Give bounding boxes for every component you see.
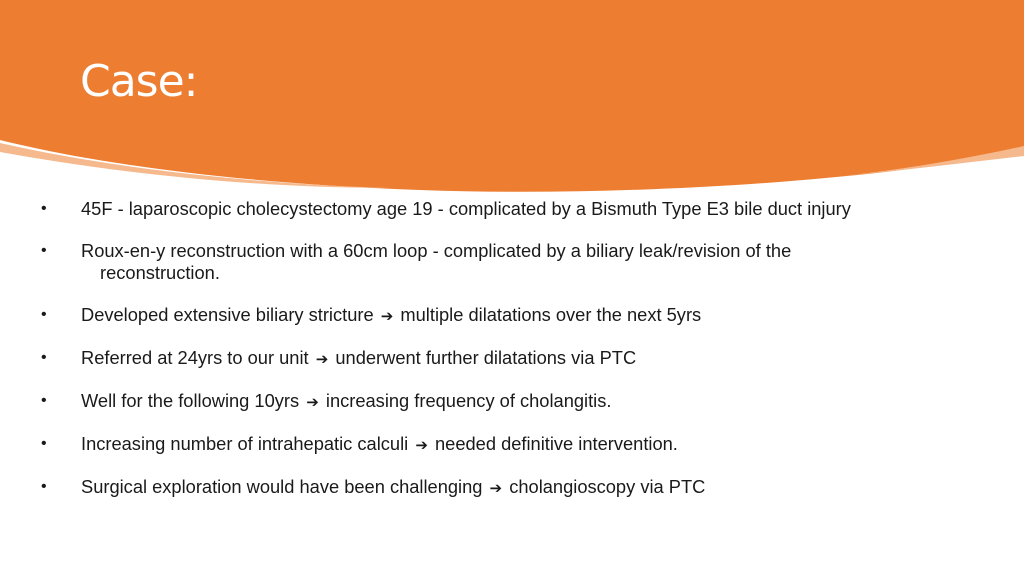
bullet-text (81, 476, 984, 499)
bullet-text (81, 433, 984, 456)
arrow-right-icon: ➔ (415, 436, 428, 454)
bullet-text (81, 390, 984, 413)
bullet-dot: • (41, 306, 47, 323)
bullet-dot: • (41, 392, 47, 409)
bullet-dot: • (41, 242, 47, 259)
bullet-dot: • (41, 478, 47, 495)
arrow-right-icon: ➔ (380, 307, 394, 325)
bullet-text (81, 304, 984, 327)
bullet-item (0, 476, 1024, 499)
bullet-item (0, 390, 1024, 413)
bullet-item (0, 240, 1024, 284)
bullet-text-before: Well for the following 10yrs (81, 390, 300, 411)
bullet-list (0, 198, 1024, 519)
arrow-right-icon: ➔ (306, 393, 319, 411)
slide-title: Case: (80, 56, 198, 107)
bullet-dot: • (41, 435, 47, 452)
bullet-item (0, 304, 1024, 327)
bullet-text-after: underwent further dilatations via PTC (335, 347, 637, 368)
bullet-dot: • (41, 200, 47, 217)
bullet-item (0, 433, 1024, 456)
bullet-text-after: multiple dilatations over the next 5yrs (400, 304, 702, 325)
bullet-text-before: Increasing number of intrahepatic calculi (81, 433, 409, 454)
bullet-text-before: Developed extensive biliary stricture (81, 304, 374, 325)
bullet-text (81, 347, 984, 370)
bullet-text: Roux-en-y reconstruction with a 60cm loop - complicated by a biliary leak/revision of the (81, 240, 792, 261)
bullet-text-after: needed definitive intervention. (434, 433, 678, 454)
bullet-item (0, 198, 1024, 220)
bullet-text: 45F - laparoscopic cholecystectomy age 19 - complicated by a Bismuth Type E3 bile duct injury (81, 198, 851, 219)
bullet-item (0, 347, 1024, 370)
arrow-right-icon: ➔ (315, 350, 329, 368)
bullet-text-continuation: reconstruction. (100, 262, 220, 283)
arrow-right-icon: ➔ (489, 479, 503, 497)
bullet-text-before: Referred at 24yrs to our unit (81, 347, 309, 368)
bullet-dot: • (41, 349, 47, 366)
bullet-text-before: Surgical exploration would have been challenging (81, 476, 483, 497)
bullet-text-after: increasing frequency of cholangitis. (325, 390, 612, 411)
bullet-text-after: cholangioscopy via PTC (509, 476, 706, 497)
